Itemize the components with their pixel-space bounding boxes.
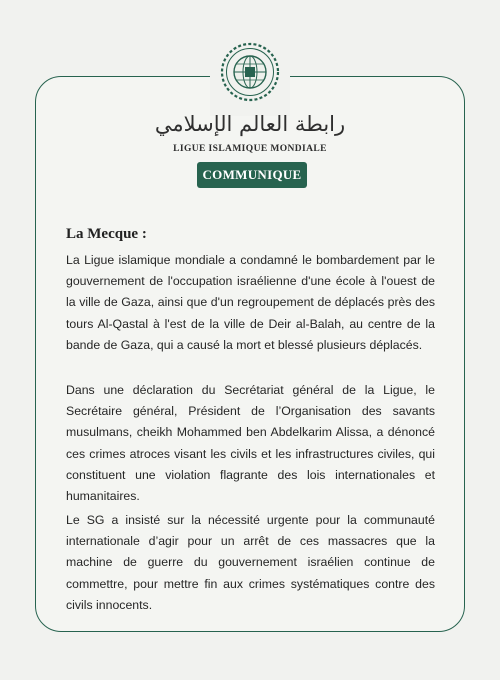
paragraph-3: Le SG a insisté sur la nécessité urgente pour la communauté internationale d’agir pour un arrêt de ces massacres que la machine de guerre du gouvernement israélien continue de commettre, pour mettre fin aux crimes systématiques contre des civils innocents. (66, 513, 435, 612)
paragraph-1: La Ligue islamique mondiale a condamné le bombardement par le gouvernement de l'occupation israélienne d'une école à l'ouest de la ville de Gaza, ainsi que d'un regroupement de déplacés près des tours Al-Qastal à l'est de la ville de Deir al-Balah, au centre de la bande de Gaza, qui a causé la mort et blessé plusieurs déplacés. (66, 253, 435, 352)
paragraph-2: Dans une déclaration du Secrétariat général de la Ligue, le Secrétaire général, Président de l’Organisation des savants musulmans, cheikh Mohammed ben Abdelkarim Alissa, a dénoncé ces crimes atroces visant les civils et les infrastructures civiles, qui constituent une violation flagrante des lois internationales et humanitaires. (66, 383, 435, 504)
communique-badge: COMMUNIQUE (197, 162, 307, 188)
arabic-organization-name: رابطة العالم الإسلامي (154, 112, 346, 136)
dateline-location: La Mecque : (66, 226, 147, 242)
organization-name: LIGUE ISLAMIQUE MONDIALE (173, 144, 327, 154)
globe-emblem-icon (220, 42, 280, 102)
